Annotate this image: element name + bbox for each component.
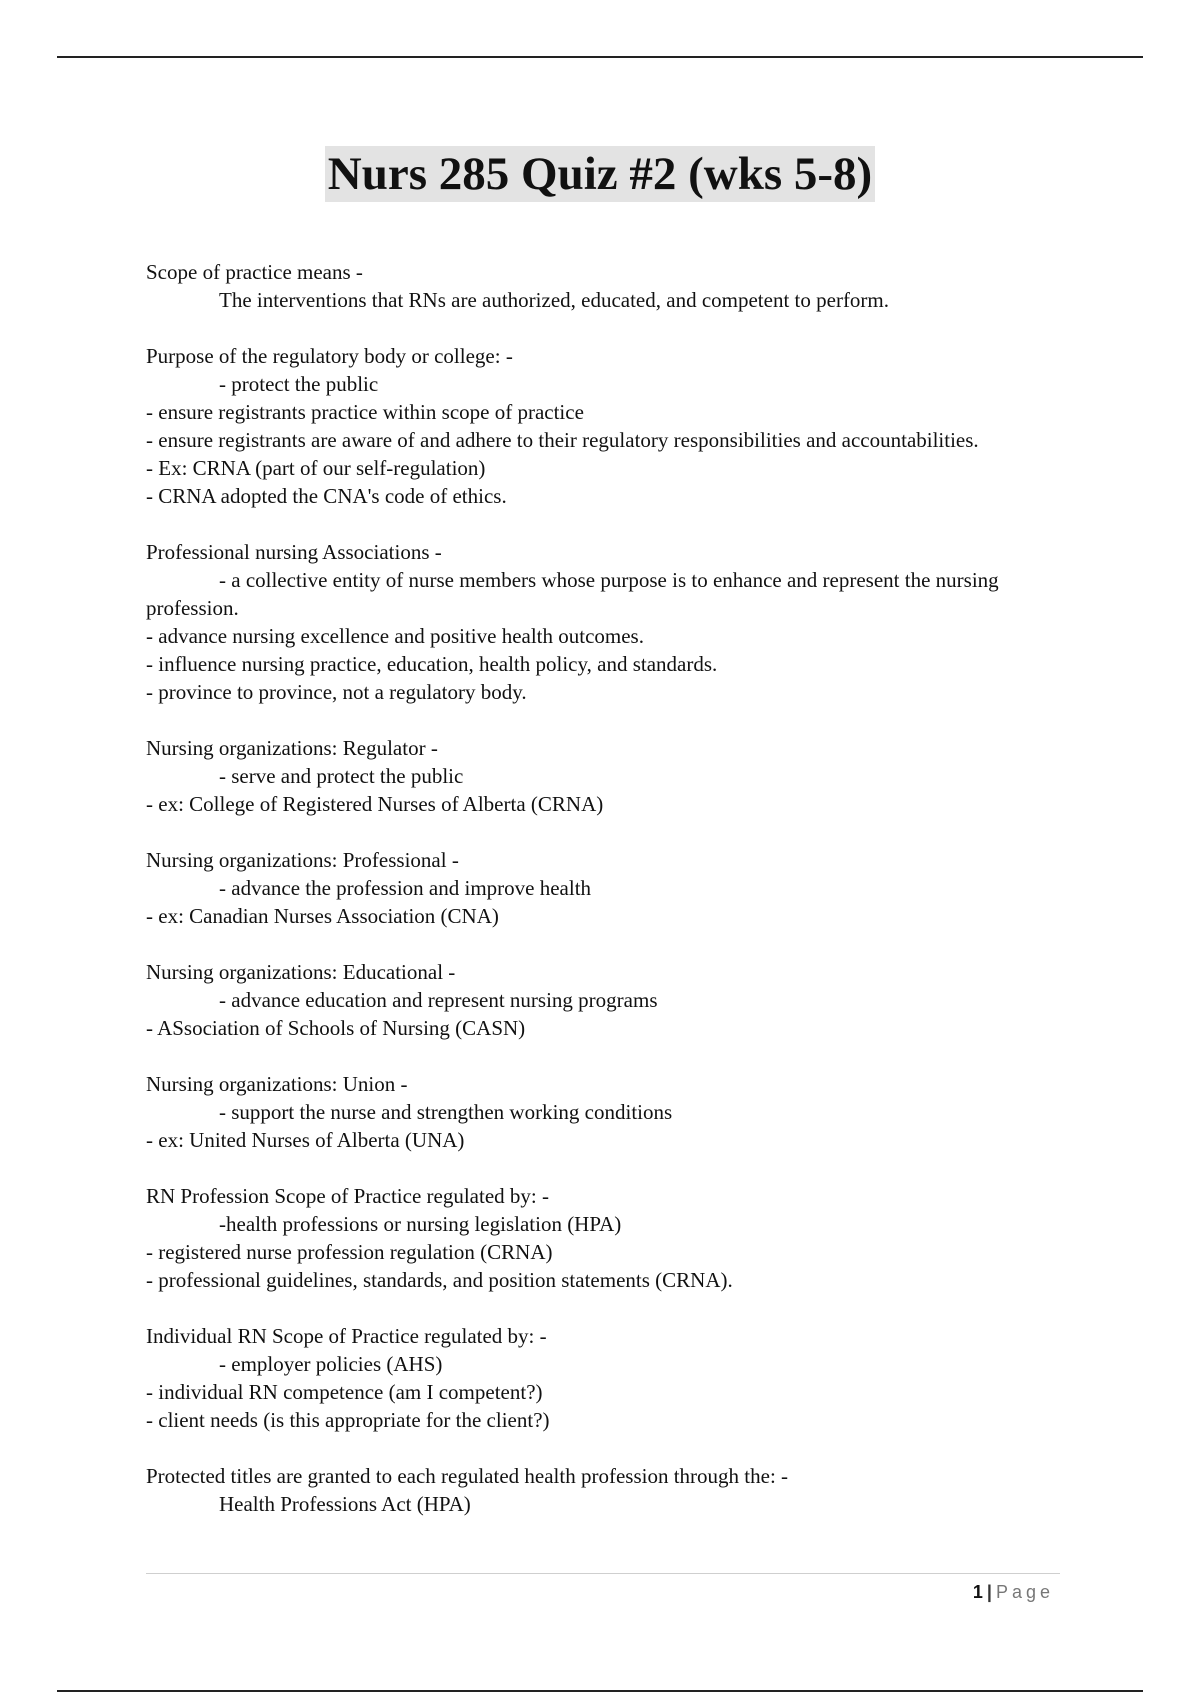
section-line: - ASsociation of Schools of Nursing (CASN) <box>146 1016 526 1040</box>
section-line: - ex: College of Registered Nurses of Alberta (CRNA) <box>146 792 604 816</box>
section-heading: Scope of practice means - <box>146 260 363 284</box>
document-body <box>146 258 1066 1546</box>
section-first-line: Health Professions Act (HPA) <box>219 1492 471 1516</box>
section <box>146 734 1066 818</box>
section <box>146 958 1066 1042</box>
footer-rule <box>146 1573 1060 1574</box>
section-heading: Protected titles are granted to each regulated health profession through the: - <box>146 1464 789 1488</box>
page-separator: | <box>986 1582 993 1602</box>
section <box>146 258 1066 314</box>
section-line: - ensure registrants are aware of and adhere to their regulatory responsibilities and accountabilities. <box>146 428 979 452</box>
section <box>146 342 1066 510</box>
section-first-line: - support the nurse and strengthen working conditions <box>219 1100 673 1124</box>
page-label: Page <box>995 1582 1054 1602</box>
section-heading: Nursing organizations: Professional - <box>146 848 459 872</box>
section-first-line: - advance education and represent nursing programs <box>219 988 658 1012</box>
section-heading: Nursing organizations: Regulator - <box>146 736 438 760</box>
section-line: - individual RN competence (am I competent?) <box>146 1380 543 1404</box>
section-line: - client needs (is this appropriate for the client?) <box>146 1408 550 1432</box>
section-first-line: - protect the public <box>219 372 379 396</box>
section-line: - ensure registrants practice within scope of practice <box>146 400 584 424</box>
title-container <box>0 146 1200 202</box>
section-heading: Individual RN Scope of Practice regulated by: - <box>146 1324 547 1348</box>
top-rule <box>57 56 1143 58</box>
section <box>146 1462 1066 1518</box>
section-first-line: - serve and protect the public <box>219 764 464 788</box>
section-heading: Nursing organizations: Educational - <box>146 960 456 984</box>
section <box>146 538 1066 706</box>
section-line: - advance nursing excellence and positive health outcomes. <box>146 624 644 648</box>
page-number: 1 <box>972 1582 984 1602</box>
section-heading: Professional nursing Associations - <box>146 540 442 564</box>
section-line: - influence nursing practice, education, health policy, and standards. <box>146 652 718 676</box>
page-number-footer <box>973 1582 1054 1603</box>
section <box>146 846 1066 930</box>
section-first-line: - a collective entity of nurse members whose purpose is to enhance and represent the nursing profession. <box>146 568 999 620</box>
section-heading: Nursing organizations: Union - <box>146 1072 408 1096</box>
section-first-line: - advance the profession and improve health <box>219 876 592 900</box>
section-first-line: -health professions or nursing legislation (HPA) <box>219 1212 622 1236</box>
section-heading: RN Profession Scope of Practice regulated by: - <box>146 1184 549 1208</box>
section-line: - professional guidelines, standards, and position statements (CRNA). <box>146 1268 733 1292</box>
bottom-rule <box>57 1690 1143 1692</box>
section-line: - ex: United Nurses of Alberta (UNA) <box>146 1128 465 1152</box>
section-line: - Ex: CRNA (part of our self-regulation) <box>146 456 486 480</box>
section-first-line: The interventions that RNs are authorized, educated, and competent to perform. <box>219 288 890 312</box>
section-line: - registered nurse profession regulation (CRNA) <box>146 1240 553 1264</box>
section-first-line: - employer policies (AHS) <box>219 1352 443 1376</box>
section <box>146 1070 1066 1154</box>
section <box>146 1182 1066 1294</box>
section-line: - province to province, not a regulatory body. <box>146 680 527 704</box>
document-title: Nurs 285 Quiz #2 (wks 5-8) <box>325 146 875 202</box>
section-line: - ex: Canadian Nurses Association (CNA) <box>146 904 499 928</box>
section-heading: Purpose of the regulatory body or college: - <box>146 344 513 368</box>
section-line: - CRNA adopted the CNA's code of ethics. <box>146 484 507 508</box>
section <box>146 1322 1066 1434</box>
